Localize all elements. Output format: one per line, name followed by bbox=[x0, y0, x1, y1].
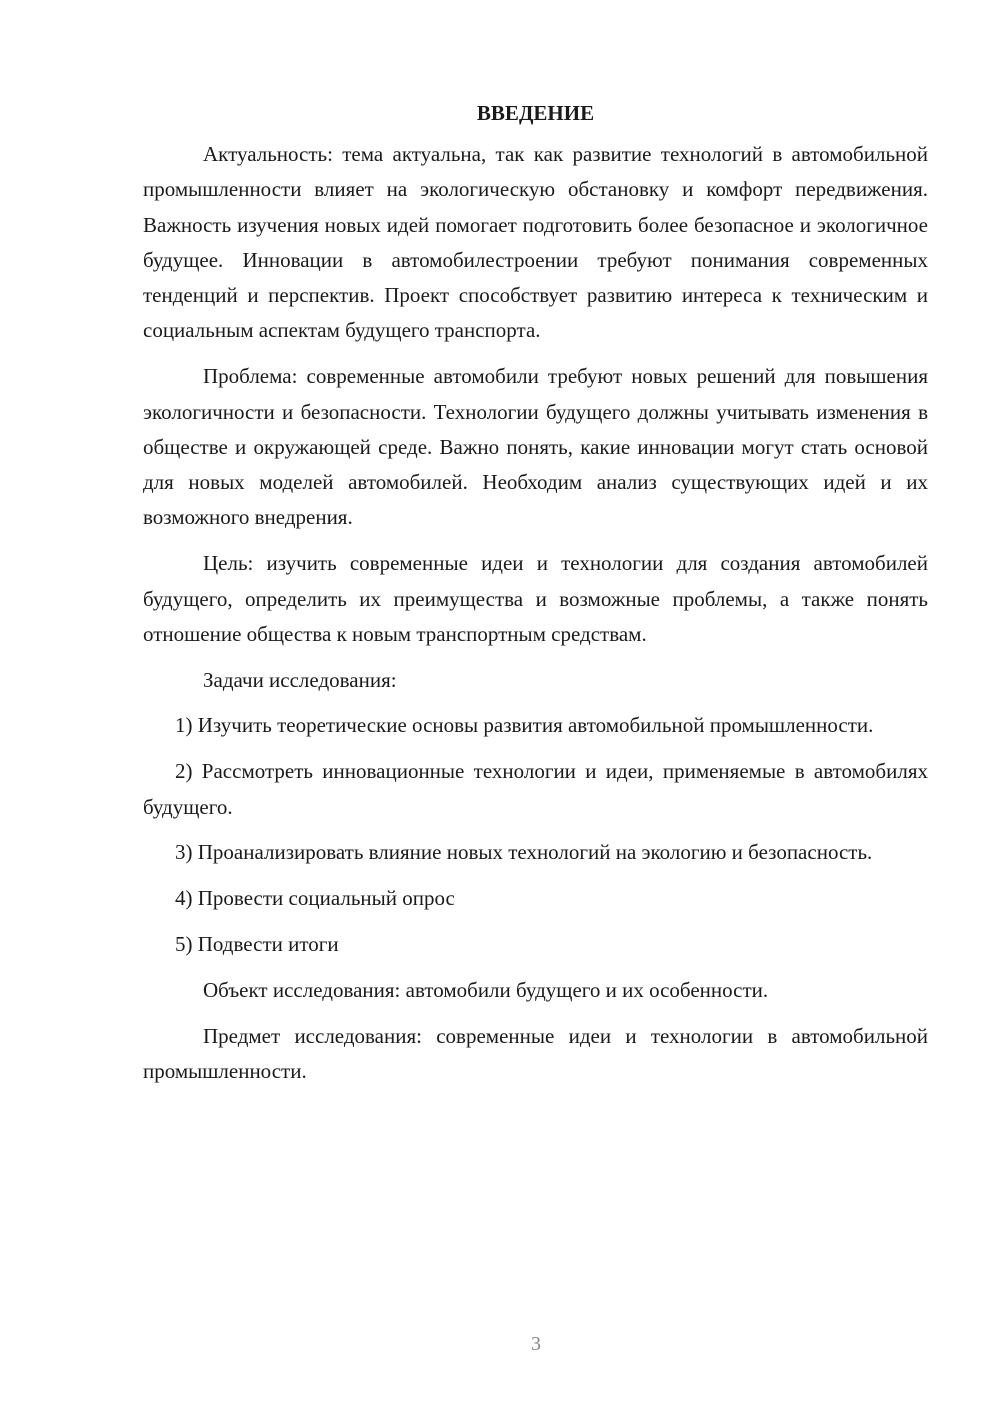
paragraph-object: Объект исследования: автомобили будущего и их особенности. bbox=[203, 977, 769, 1002]
paragraph-relevance: Актуальность: тема актуальна, так как развитие технологий в автомобильной промышленности влияет на экологическую обстановку и комфорт передвижения. Важность изучения новых идей помогает подготовить более безопасное и экологичное будущее. Инновации в автомобилестроении требуют понимания современных тенденций и перспектив. Проект способствует развитию интереса к техническим и социальным аспектам будущего транспорта. bbox=[143, 142, 928, 343]
paragraph-problem: Проблема: современные автомобили требуют новых решений для повышения экологичности и безопасности. Технологии будущего должны учитывать изменения в обществе и окружающей среде. Важно понять, какие инновации могут стать основой для новых моделей автомобилей. Необходим анализ существующих идей и их возможного внедрения. bbox=[143, 364, 928, 530]
page-number: 3 bbox=[531, 1333, 541, 1355]
task-item-2: 2) Рассмотреть инновационные технологии и идеи, применяемые в автомобилях будущего. bbox=[143, 759, 928, 819]
task-item-4: 4) Провести социальный опрос bbox=[175, 886, 455, 911]
task-item-1: 1) Изучить теоретические основы развития автомобильной промышленности. bbox=[175, 713, 874, 738]
section-title: ВВЕДЕНИЕ bbox=[476, 101, 595, 125]
task-item-5: 5) Подвести итоги bbox=[175, 931, 339, 956]
paragraph-tasks-heading: Задачи исследования: bbox=[203, 667, 397, 692]
document-page bbox=[143, 96, 928, 1100]
task-item-3: 3) Проанализировать влияние новых технологий на экологию и безопасность. bbox=[175, 840, 873, 865]
paragraph-subject: Предмет исследования: современные идеи и технологии в автомобильной промышленности. bbox=[143, 1023, 928, 1083]
paragraph-goal: Цель: изучить современные идеи и технологии для создания автомобилей будущего, определить их преимущества и возможные проблемы, а также понять отношение общества к новым транспортным средствам. bbox=[143, 551, 928, 646]
